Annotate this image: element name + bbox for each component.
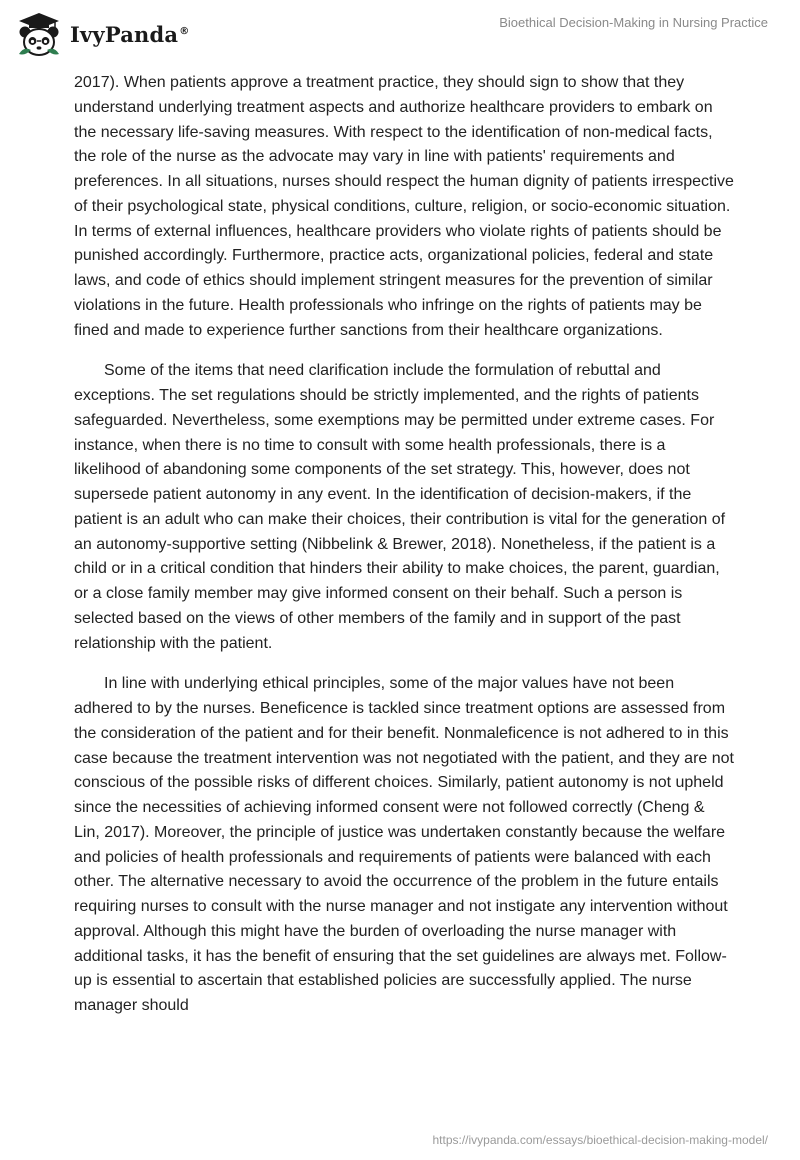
panda-mascot-icon (14, 10, 64, 60)
brand-logo[interactable] (14, 10, 189, 60)
page-header (0, 0, 800, 66)
source-url[interactable]: https://ivypanda.com/essays/bioethical-decision-making-model/ (432, 1133, 768, 1147)
document-title: Bioethical Decision-Making in Nursing Practice (499, 15, 768, 30)
paragraph-1: 2017). When patients approve a treatment practice, they should sign to show that they understand underlying treatment aspects and authorize healthcare providers to embark on the necessary life-saving measures. With respect to the identification of non-medical facts, the role of the nurse as the advocate may vary in line with patients' requirements and preferences. In all situations, nurses should respect the human dignity of patients irrespective of their psychological state, physical conditions, culture, religion, or socio-economic situation. In terms of external influences, healthcare providers who violate rights of patients should be punished accordingly. Furthermore, practice acts, organizational policies, federal and state laws, and code of ethics should implement stringent measures for the prevention of similar violations in the future. Health professionals who infringe on the rights of patients may be fined and made to experience further sanctions from their healthcare organizations. (74, 74, 734, 339)
registered-mark: ® (179, 25, 190, 37)
brand-name: IvyPanda® (70, 21, 190, 47)
essay-body (74, 71, 734, 1035)
paragraph-3: In line with underlying ethical principles, some of the major values have not been adhered to by the nurses. Beneficence is tackled since treatment options are assessed from the consideration of the patient and for their benefit. Nonmaleficence is not adhered to in this case because the treatment intervention was not negotiated with the patient, and they are not conscious of the possible risks of different choices. Similarly, patient autonomy is not upheld since the necessities of achieving informed consent were not followed correctly (Cheng & Lin, 2017). Moreover, the principle of justice was undertaken constantly because the welfare and policies of health professionals and requirements of patients were balanced with each other. The alternative necessary to avoid the occurrence of the problem in the future entails requiring nurses to consult with the nurse manager and not instigate any intervention without approval. Although this might have the burden of overloading the nurse manager with additional tasks, it has the benefit of ensuring that the set guidelines are always met. Follow-up is essential to ascertain that established policies are successfully applied. The nurse manager should (74, 675, 734, 1014)
paragraph-2: Some of the items that need clarification include the formulation of rebuttal and exceptions. The set regulations should be strictly implemented, and the rights of patients safeguarded. Nevertheless, some exemptions may be permitted under extreme cases. For instance, when there is no time to consult with some health professionals, there is a likelihood of abandoning some components of the set strategy. This, however, does not supersede patient autonomy in any event. In the identification of decision-makers, if the patient is an adult who can make their choices, their contribution is vital for the generation of an autonomy-supportive setting (Nibbelink & Brewer, 2018). Nonetheless, if the patient is a child or in a critical condition that hinders their ability to make choices, the parent, guardian, or a close family member may give informed consent on their behalf. Such a person is selected based on the views of other members of the family and in support of the past relationship with the patient. (74, 362, 726, 652)
